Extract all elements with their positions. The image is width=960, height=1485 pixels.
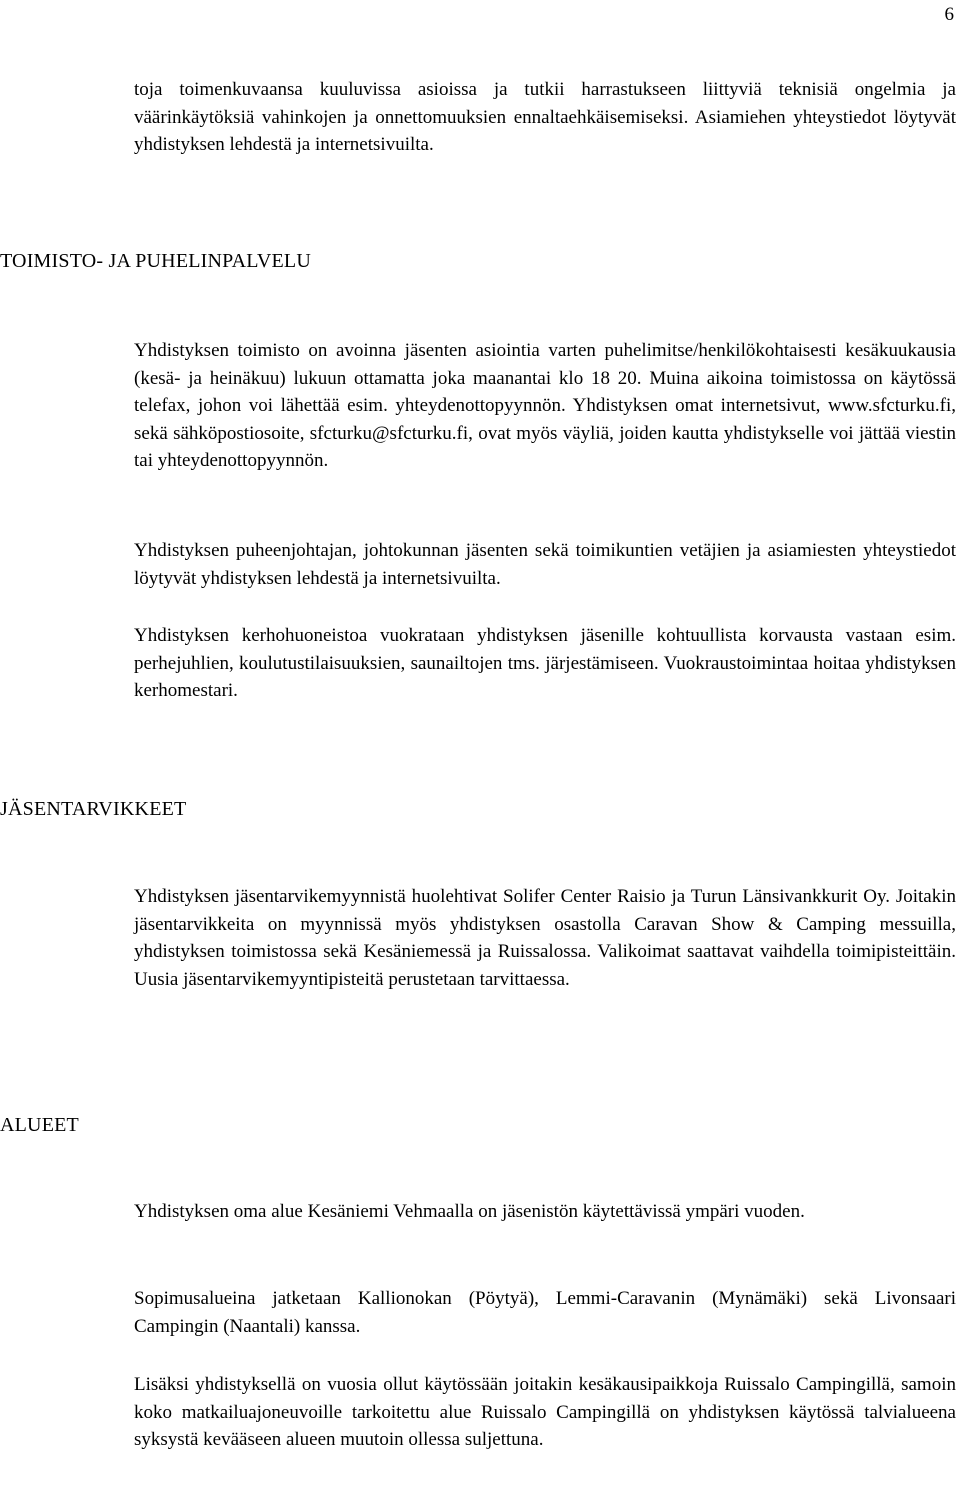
heading-alueet: ALUEET [0, 1114, 79, 1136]
alueet-paragraph-3: Lisäksi yhdistyksellä on vuosia ollut käytössään joitakin kesäkausipaikkoja Ruissalo Campingillä, samoin koko matkailuajoneuvoille tarkoitettu alue Ruissalo Campingillä on yhdistyksen käytössä talvialueena syksystä kevääseen alueen muutoin ollessa suljettuna. [134, 1374, 956, 1450]
intro-paragraph: toja toimenkuvaansa kuuluvissa asioissa ja tutkii harrastukseen liittyviä teknisiä ongelmia ja väärinkäytöksiä vahinkojen ja onnettomuuksien ennaltaehkäisemiseksi. Asiamiehen yhteystiedot löytyvät yhdistyksen lehdestä ja internetsivuilta. [134, 79, 956, 155]
alueet-paragraph-1: Yhdistyksen oma alue Kesäniemi Vehmaalla on jäsenistön käytettävissä ympäri vuoden. [134, 1201, 805, 1222]
heading-toimisto: TOIMISTO- JA PUHELINPALVELU [0, 250, 311, 272]
alueet-paragraph-2: Sopimusalueina jatketaan Kallionokan (Pöytyä), Lemmi-Caravanin (Mynämäki) sekä Livonsaari Campingin (Naantali) kanssa. [134, 1288, 956, 1337]
toimisto-paragraph-2: Yhdistyksen puheenjohtajan, johtokunnan jäsenten sekä toimikuntien vetäjien ja asiamiesten yhteystiedot löytyvät yhdistyksen lehdestä ja internetsivuilta. [134, 540, 956, 589]
page-number: 6 [944, 4, 954, 25]
heading-jasentarvikkeet: JÄSENTARVIKKEET [0, 798, 187, 820]
toimisto-paragraph-1: Yhdistyksen toimisto on avoinna jäsenten asiointia varten puhelimitse/henkilökohtaisesti kesäkuukausia (kesä- ja heinäkuu) lukuun ottamatta joka maanantai klo 18 20. Muina aikoina toimistossa on käytössä telefax, johon voi lähettää esim. yhteydenottopyynnön. Yhdistyksen omat internetsivut, www.sfcturku.fi, sekä sähköpostiosoite, sfcturku@sfcturku.fi, ovat myös väyliä, joiden kautta yhdistykselle voi jättää viestin tai yhteydenottopyynnön. [134, 340, 956, 471]
jasentarvikkeet-paragraph-1: Yhdistyksen jäsentarvikemyynnistä huolehtivat Solifer Center Raisio ja Turun Länsivankkurit Oy. Joitakin jäsentarvikkeita on myynnissä myös yhdistyksen osastolla Caravan Show & Camping messuilla, yhdistyksen toimistossa sekä Kesäniemessä ja Ruissalossa. Valikoimat saattavat vaihdella toimipisteittäin. Uusia jäsentarvikemyyntipisteitä perustetaan tarvittaessa. [134, 886, 956, 990]
toimisto-paragraph-3: Yhdistyksen kerhohuoneistoa vuokrataan yhdistyksen jäsenille kohtuullista korvausta vastaan esim. perhejuhlien, koulutustilaisuuksien, saunailtojen tms. järjestämiseen. Vuokraustoimintaa hoitaa yhdistyksen kerhomestari. [134, 625, 956, 701]
